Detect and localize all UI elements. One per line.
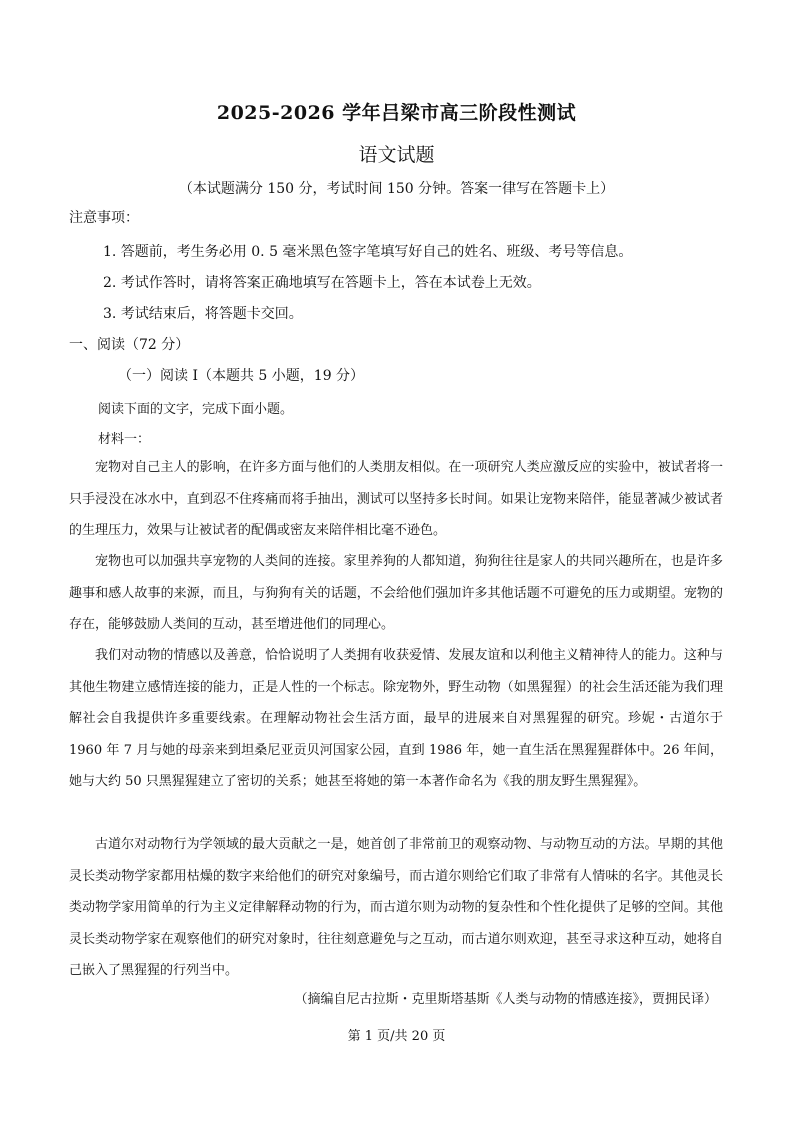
exam-subtitle: （本试题满分 150 分，考试时间 150 分钟。答案一律写在答题卡上） — [178, 181, 615, 197]
notice-heading: 注意事项： — [69, 210, 139, 226]
notice-item-2: 2. 考试作答时，请将答案正确地填写在答题卡上，答在本试卷上无效。 — [103, 275, 541, 291]
material-label: 材料一： — [98, 432, 151, 447]
paragraph-3: 我们对动物的情感以及善意，恰恰说明了人类拥有收获爱情、发展友谊和以利他主义精神待人的能力。这种与其他生物建立感情连接的能力，正是人性的一个标志。除宠物外，野生动物（如黑猩猩）的社会生活还能为我们理解社会自我提供许多重要线索。在理解动物社会生活方面，最早的进展来自对黑猩猩的研究。珍妮・古道尔于 1960 年 7 月与她的母亲来到坦桑尼亚贡贝河国家公园，直到 1986 年，她一直生活在黑猩猩群体中。26 年间，她与大约 50 只黑猩猩建立了密切的关系；她甚至将她的第一本著作命名为《我的朋友野生黑猩猩》。 — [69, 648, 723, 789]
exam-subject: 语文试题 — [358, 144, 435, 166]
reading-instruction: 阅读下面的文字，完成下面小题。 — [98, 402, 294, 417]
paragraph-2: 宠物也可以加强共享宠物的人类间的连接。家里养狗的人都知道，狗狗往往是家人的共同兴趣所在，也是许多趣事和感人故事的来源，而且，与狗狗有关的话题，不会给他们强加许多其他话题不可避免的压力或期望。宠物的存在，能够鼓励人类间的互动，甚至增进他们的同理心。 — [69, 554, 723, 632]
page-number: 第 1 页/共 20 页 — [347, 1029, 446, 1044]
sub-section-heading: （一）阅读 I（本题共 5 小题，19 分） — [118, 368, 365, 384]
paragraph-4: 古道尔对动物行为学领域的最大贡献之一是，她首创了非常前卫的观察动物、与动物互动的方法。早期的其他灵长类动物学家都用枯燥的数字来给他们的研究对象编号，而古道尔则给它们取了非常有人情味的名字。其他灵长类动物学家用简单的行为主义定律解释动物的行为，而古道尔则为动物的复杂性和个性化提供了足够的空间。其他灵长类动物学家在观察他们的研究对象时，往往刻意避免与之互动，而古道尔则欢迎，甚至寻求这种互动，她将自己嵌入了黑猩猩的行列当中。 — [69, 837, 723, 978]
exam-title: 2025-2026 学年吕梁市高三阶段性测试 — [216, 102, 577, 124]
paragraph-1: 宠物对自己主人的影响，在许多方面与他们的人类朋友相似。在一项研究人类应激反应的实验中，被试者将一只手浸没在冰水中，直到忍不住疼痛而将手抽出，测试可以坚持多长时间。如果让宠物来陪伴，能显著减少被试者的生理压力，效果与让被试者的配偶或密友来陪伴相比毫不逊色。 — [69, 460, 723, 538]
notice-item-3: 3. 考试结束后，将答题卡交回。 — [103, 306, 303, 322]
section-heading: 一、阅读（72 分） — [69, 337, 190, 353]
source-citation: （摘编自尼古拉斯・克里斯塔基斯《人类与动物的情感连接》，贾拥民译） — [294, 992, 717, 1007]
notice-item-1: 1. 答题前，考生务必用 0. 5 毫米黑色签字笔填写好自己的姓名、班级、考号等信息。 — [103, 244, 633, 260]
